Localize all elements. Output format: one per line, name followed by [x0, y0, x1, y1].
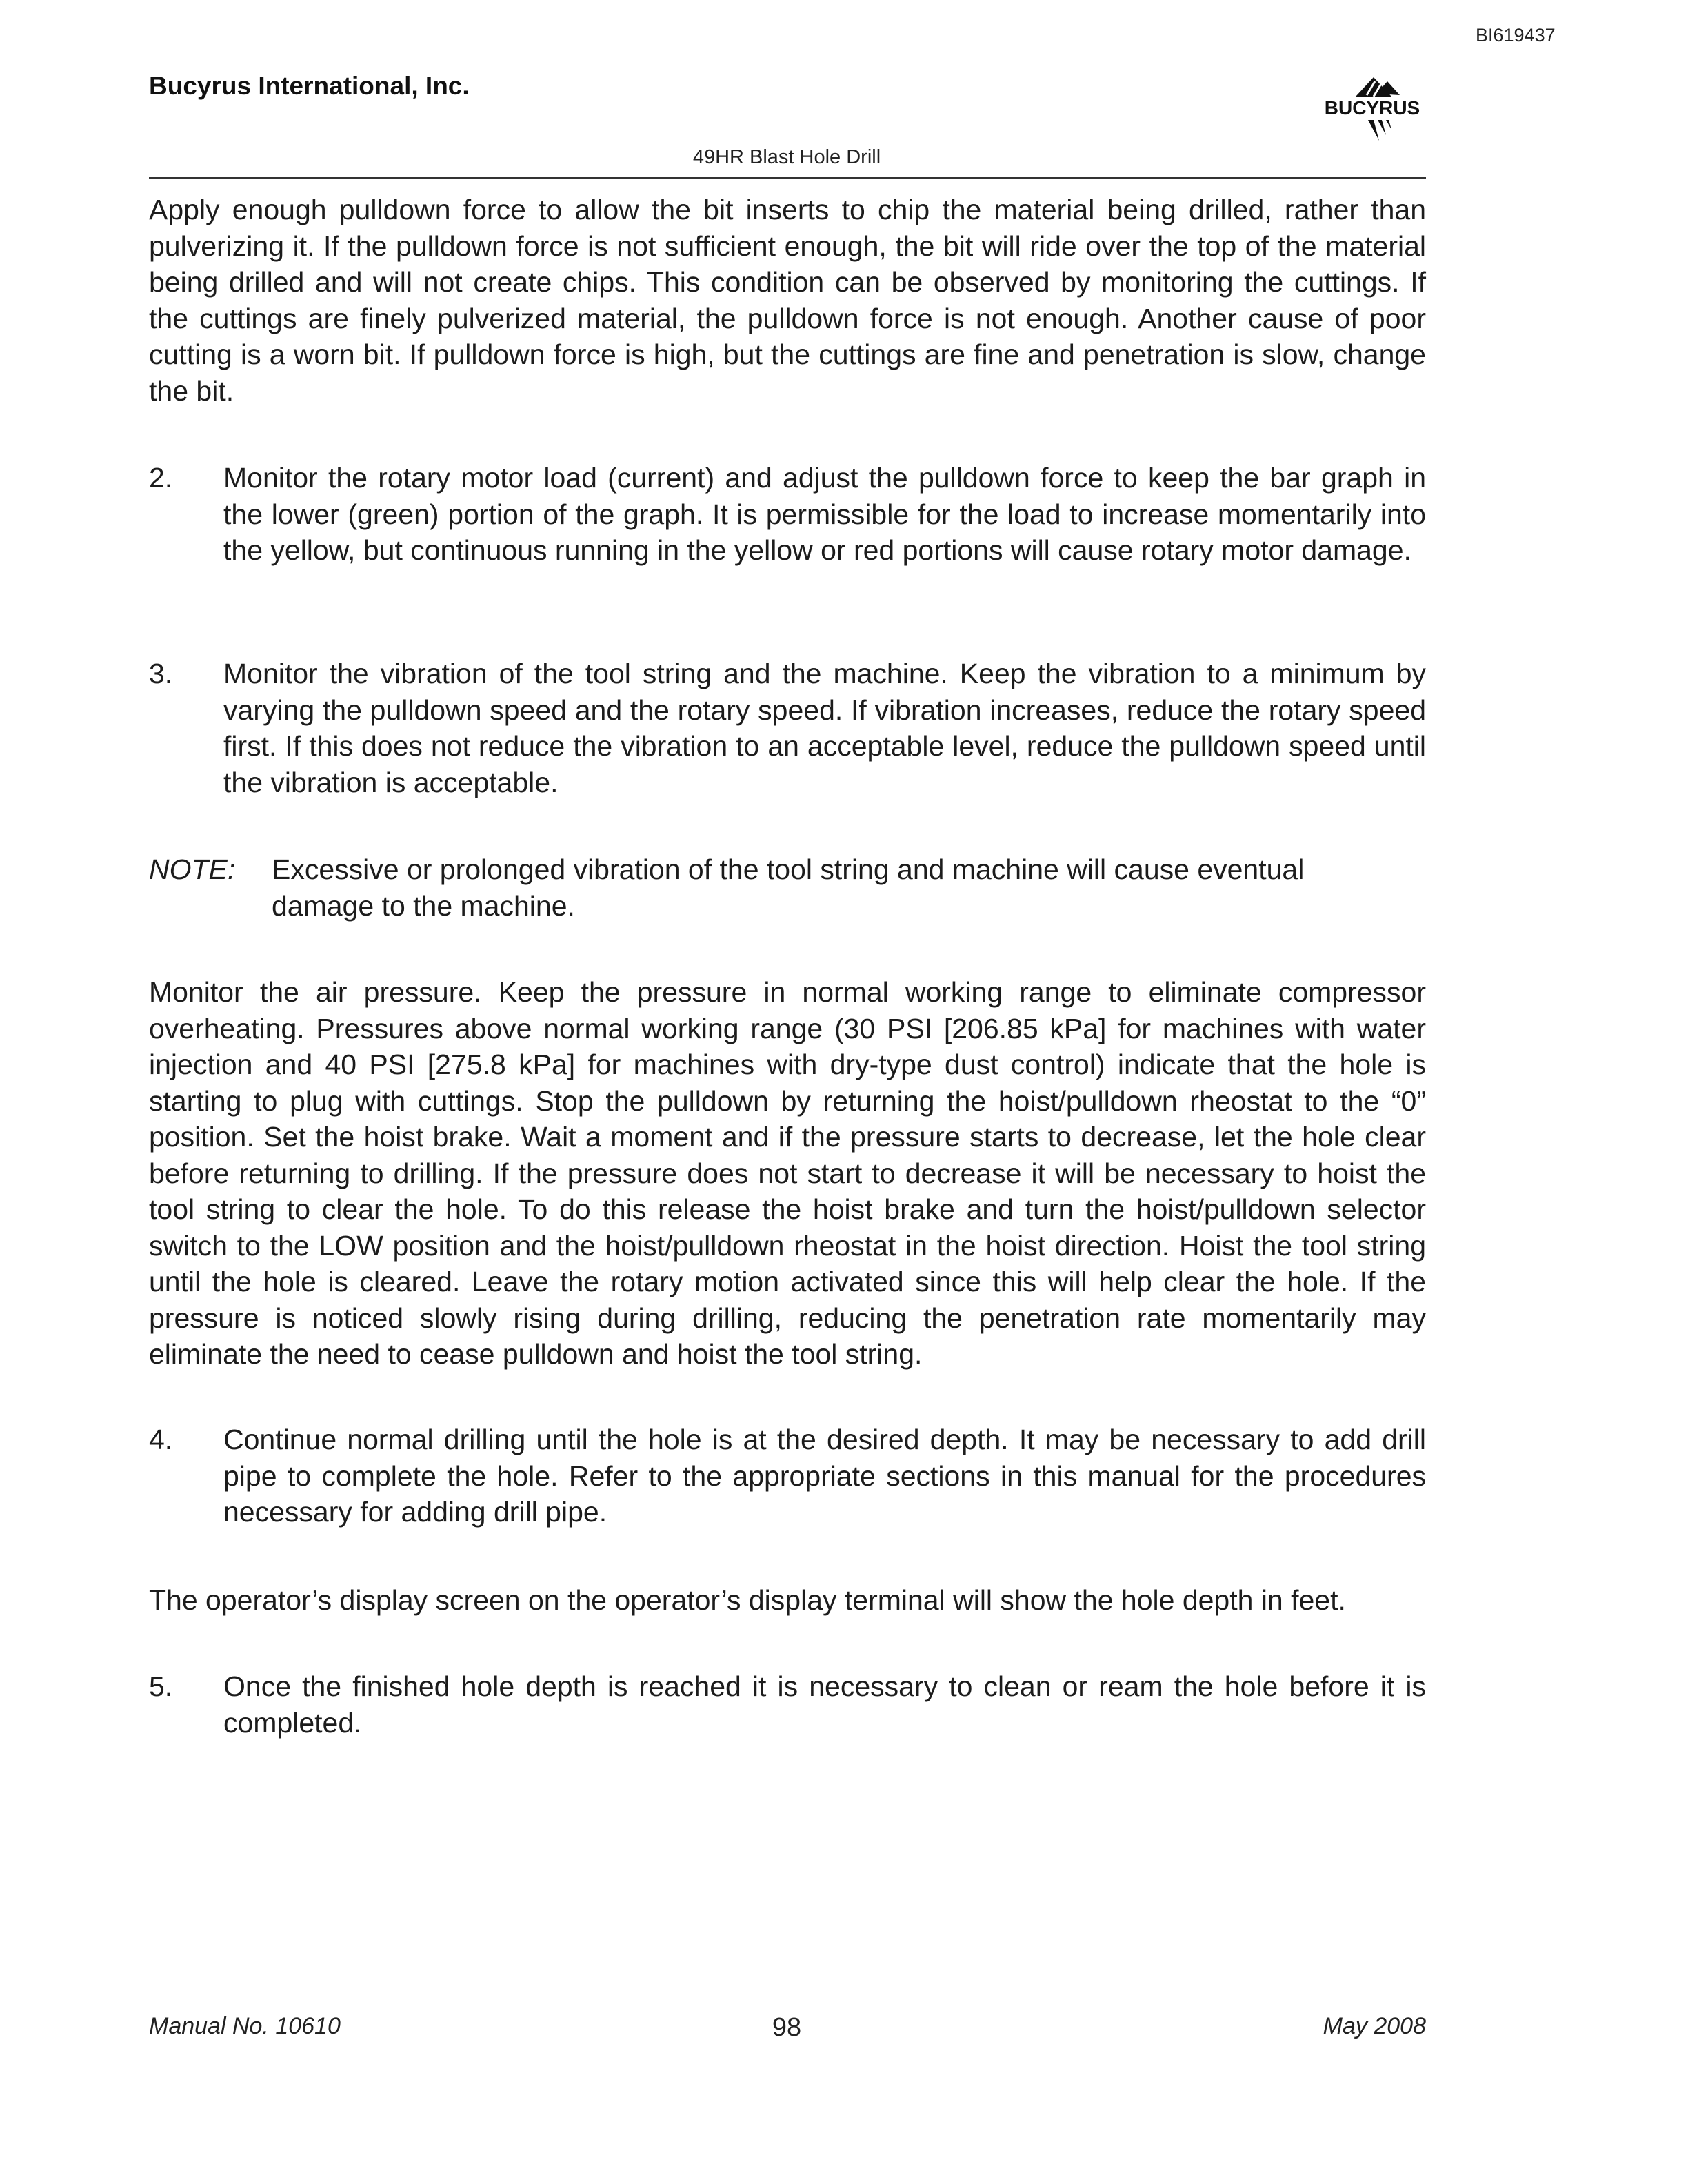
document-subtitle: 49HR Blast Hole Drill	[692, 146, 881, 168]
note-block	[149, 851, 1426, 924]
paragraph-hole-depth: The operator’s display screen on the operator’s display terminal will show the hole depth in feet.	[149, 1584, 1346, 1616]
list-item-text: Continue normal drilling until the hole is at the desired depth. It may be necessary to add drill pipe to complete the hole. Refer to the appropriate sections in this manual for the procedures necessary for adding drill pipe.	[223, 1424, 1426, 1528]
list-item-text: Monitor the vibration of the tool string and the machine. Keep the vibration to a minimum by varying the pulldown speed and the rotary speed. If vibration increases, reduce the rotary speed first. If this does not reduce the vibration to an acceptable level, reduce the pulldown speed until the vibration is acceptable.	[223, 658, 1426, 798]
footer-page-number: 98	[772, 2013, 802, 2042]
footer-date: May 2008	[1323, 2013, 1426, 2039]
list-item-4	[149, 1422, 1426, 1530]
list-item-number: 2.	[149, 462, 173, 494]
document-id: BI619437	[1476, 25, 1556, 46]
note-label: NOTE:	[149, 853, 236, 885]
paragraph-pulldown-force: Apply enough pulldown force to allow the bit inserts to chip the material being drilled, rather than pulverizing it. If the pulldown force is not sufficient enough, the bit will ride over the top of the material being drilled and will not create chips. This condition can be observed by monitoring the cuttings. If the cuttings are finely pulverized material, the pulldown force is not enough. Another cause of poor cutting is a worn bit. If pulldown force is high, but the cuttings are fine and penetration is slow, change the bit.	[149, 194, 1426, 407]
list-item-number: 4.	[149, 1424, 173, 1455]
list-item-5	[149, 1668, 1426, 1741]
list-item-2	[149, 460, 1426, 569]
note-text: Excessive or prolonged vibration of the tool string and machine will cause eventual damage to the machine.	[272, 853, 1305, 922]
list-item-number: 3.	[149, 658, 173, 689]
footer-manual-number: Manual No. 10610	[149, 2013, 341, 2039]
list-item-text: Monitor the rotary motor load (current) and adjust the pulldown force to keep the bar graph in the lower (green) portion of the graph. It is permissible for the load to increase momentarily into the yellow, but continuous running in the yellow or red portions will cause rotary motor damage.	[223, 462, 1426, 566]
list-item-3	[149, 656, 1426, 800]
list-item-text: Once the finished hole depth is reached it is necessary to clean or ream the hole before it is completed.	[223, 1670, 1426, 1739]
list-item-number: 5.	[149, 1670, 173, 1702]
logo-text: BUCYRUS	[1324, 97, 1420, 119]
header-rule	[149, 177, 1426, 179]
paragraph-air-pressure: Monitor the air pressure. Keep the pressure in normal working range to eliminate compressor overheating. Pressures above normal working range (30 PSI [206.85 kPa] for machines with water injection and 40 PSI [275.8 kPa] for machines with dry-type dust control) indicate that the hole is starting to plug with cuttings. Stop the pulldown by returning the hoist/pulldown rheostat to the “0” position. Set the hoist brake. Wait a moment and if the pressure starts to decrease, let the hole clear before returning to drilling. If the pressure does not start to decrease it will be necessary to hoist the tool string to clear the hole. To do this release the hoist brake and turn the hoist/pulldown selector switch to the LOW position and the hoist/pulldown rheostat in the hoist direction. Hoist the tool string until the hole is cleared. Leave the rotary motion activated since this will help clear the hole. If the pressure is noticed slowly rising during drilling, reducing the penetration rate momentarily may eliminate the need to cease pulldown and hoist the tool string.	[149, 976, 1426, 1370]
bucyrus-logo	[1310, 68, 1434, 150]
company-name: Bucyrus International, Inc.	[149, 72, 470, 100]
